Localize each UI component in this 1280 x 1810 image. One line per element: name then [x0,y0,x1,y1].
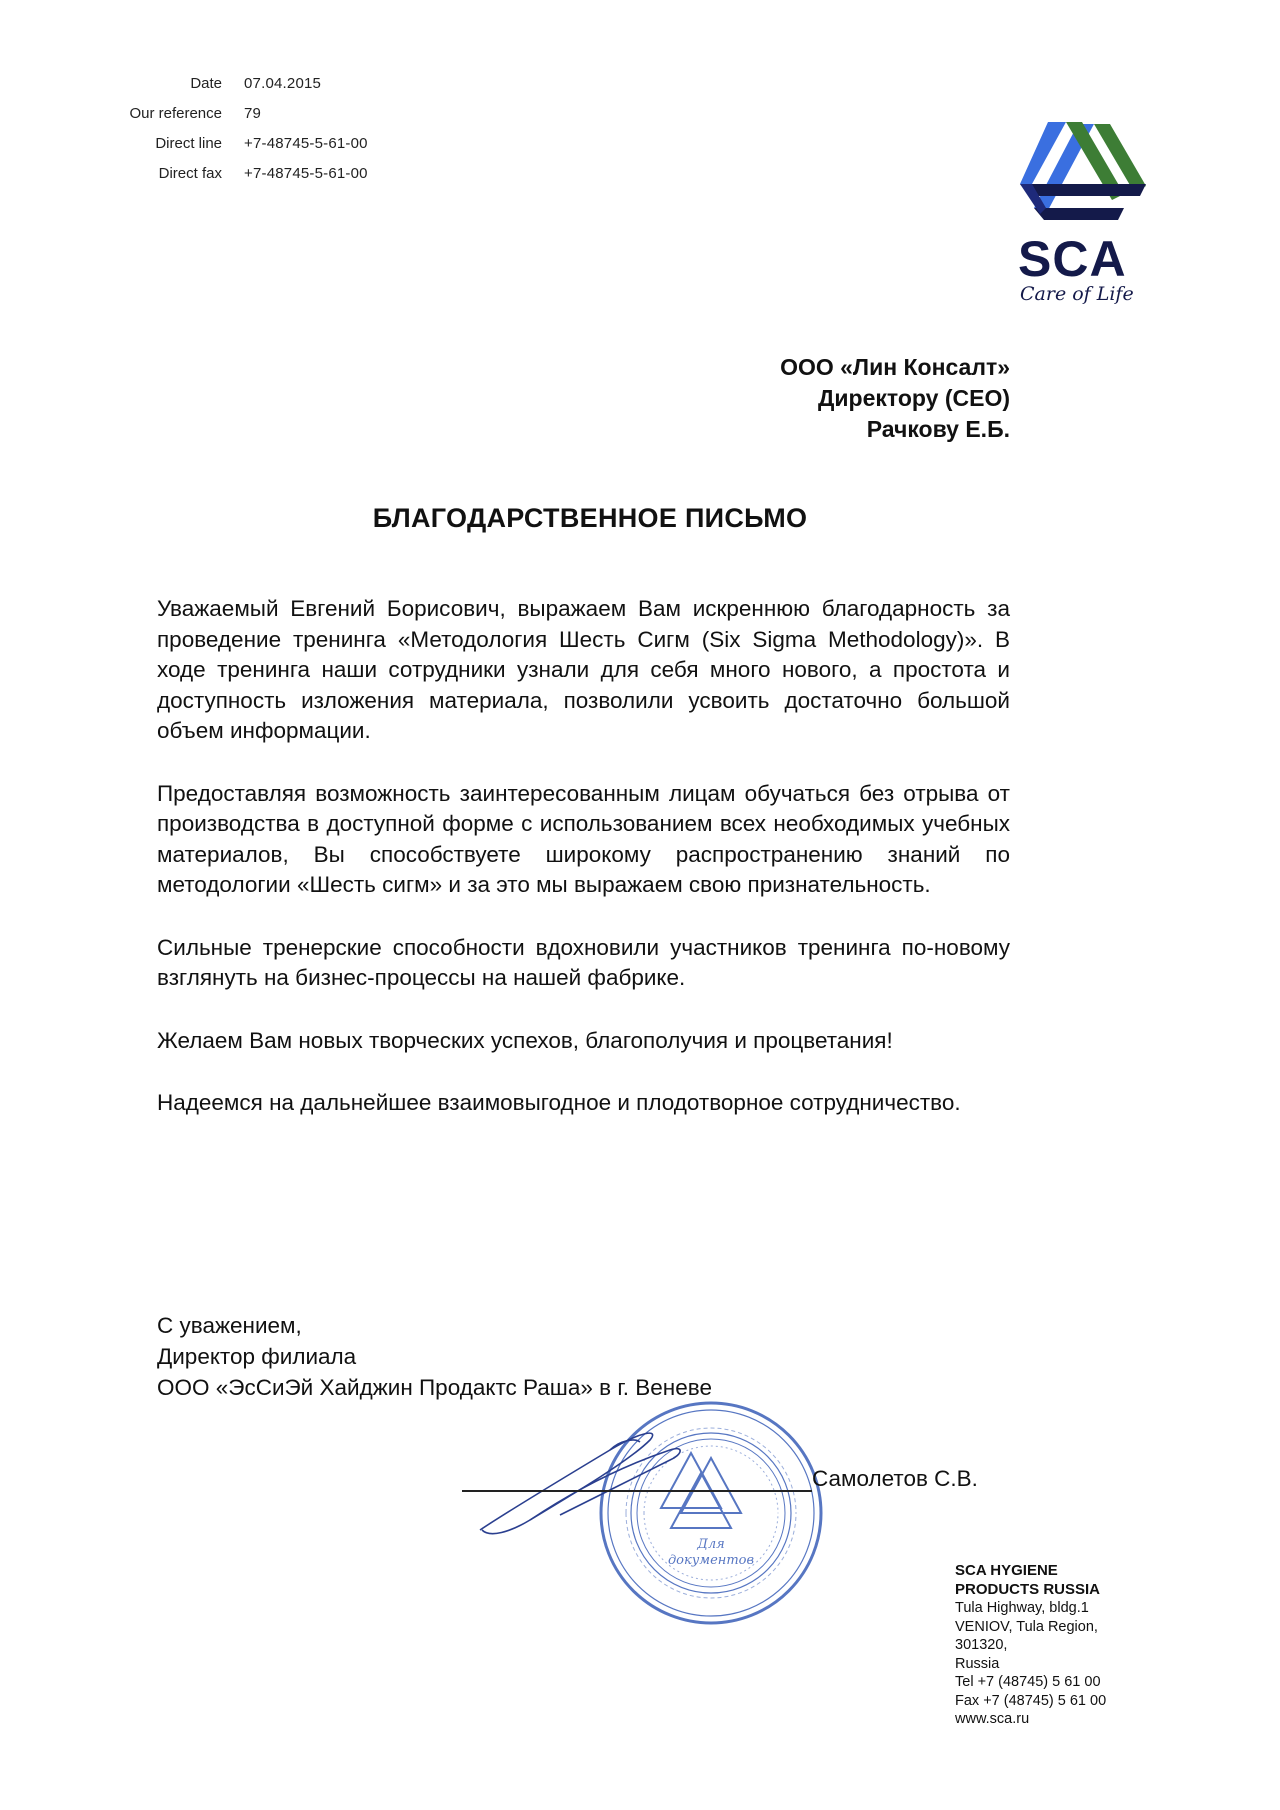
logo-wordmark: SCA [1018,231,1127,287]
stamp-text-line-1: Для [697,1537,725,1552]
direct-line-value: +7-48745-5-61-00 [244,134,368,152]
closing-position: Директор филиала [157,1344,357,1369]
reference-value: 79 [244,104,262,122]
handwritten-signature-icon [470,1420,710,1540]
meta-row-reference [90,98,368,128]
address-city: VENIOV, Tula Region, [955,1618,1098,1635]
sca-logo [1018,122,1168,305]
letter-body [157,594,1010,1151]
direct-line-label: Direct line [155,134,222,152]
closing-company: ООО «ЭсСиЭй Хайджин Продактс Раша» в г. Веневе [157,1375,712,1400]
logo-tagline: Care of Life [1020,283,1134,305]
reference-block [90,68,368,188]
paragraph-inspiration: Сильные тренерские способности вдохновили участников тренинга по-новому взглянуть на бизнес-процессы на нашей фабрике. [157,934,1010,990]
address-company-line-1: SCA HYGIENE [955,1562,1058,1579]
meta-row-date [90,68,368,98]
company-address [955,1562,1106,1729]
sca-triangle-logo-icon [1018,122,1148,232]
address-company-line-2: PRODUCTS RUSSIA [955,1580,1101,1598]
paragraph-gratitude: Уважаемый Евгений Борисович, выражаем Вам искреннюю благодарность за проведение тренинга «Методология Шесть Сигм (Six Sigma Methodology)». В ходе тренинга наши сотрудники узнали для себя много нового, а простота и доступность изложения материала, позволили усвоить достаточно большой объем информации. [157,596,1010,743]
address-website[interactable]: www.sca.ru [955,1711,1030,1727]
paragraph-appreciation: Предоставляя возможность заинтересованным лицам обучаться без отрыва от производства в доступной форме с использованием всех необходимых учебных материалов, Вы способствуете широкому распространению знаний по методологии «Шесть сигм» и за это мы выражаем свою признательность. [157,780,1010,897]
closing-salutation: С уважением, [157,1313,302,1338]
paragraph-cooperation: Надеемся на дальнейшее взаимовыгодное и плодотворное сотрудничество. [157,1090,961,1115]
paragraph-wishes: Желаем Вам новых творческих успехов, благополучия и процветания! [157,1027,893,1053]
address-fax: Fax +7 (48745) 5 61 00 [955,1692,1107,1709]
date-value: 07.04.2015 [244,74,322,92]
meta-row-direct-fax [90,158,368,188]
recipient-name: Рачкову Е.Б. [866,416,1010,442]
date-label: Date [190,74,222,92]
address-tel: Tel +7 (48745) 5 61 00 [955,1674,1101,1690]
signature-line [462,1490,812,1492]
meta-row-direct-line [90,128,368,158]
signer-name: Самолетов С.В. [812,1466,978,1491]
recipient-position: Директору (CEO) [818,385,1010,411]
stamp-text-line-2: документов [667,1553,755,1568]
recipient-company: ООО «Лин Консалт» [780,354,1010,380]
closing-block [157,1310,712,1403]
address-street: Tula Highway, bldg.1 [955,1600,1089,1616]
address-country: Russia [955,1655,1000,1672]
reference-label: Our reference [129,104,222,122]
recipient-block [780,352,1010,445]
letter-title: БЛАГОДАРСТВЕННОЕ ПИСЬМО [372,503,808,533]
direct-fax-value: +7-48745-5-61-00 [244,164,368,182]
address-postcode: 301320, [955,1637,1008,1653]
direct-fax-label: Direct fax [158,164,222,182]
